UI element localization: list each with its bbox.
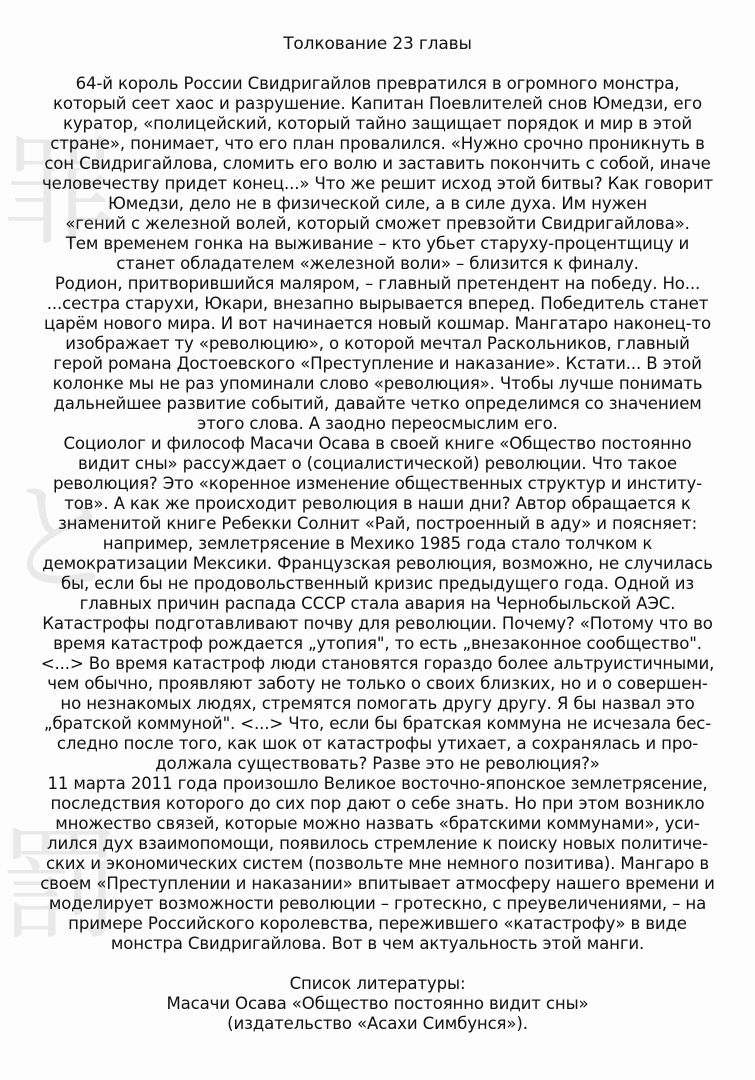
text-line: куратор, «полицейский, который тайно защищает порядок и мир в этой xyxy=(63,114,692,133)
references-heading: Список литературы: xyxy=(289,974,466,993)
text-line: стране», понимает, что его план провалился. «Нужно срочно проникнуть в xyxy=(50,134,705,153)
text-line: царём нового мира. И вот начинается новый кошмар. Мангатаро наконец-то xyxy=(43,314,711,333)
spacer xyxy=(12,954,743,974)
page-title: Толкование 23 главы xyxy=(283,34,472,54)
text-line: станет обладателем «железной воли» – близится к финалу. xyxy=(116,254,639,273)
text-line: Юмедзи, дело не в физической силе, а в силе духа. Им нужен xyxy=(107,194,648,213)
text-line: который сеет хаос и разрушение. Капитан Поевлителей снов Юмедзи, его xyxy=(52,94,703,113)
text-line: бы, если бы не продовольственный кризис предыдущего года. Одной из xyxy=(60,574,695,593)
text-line: главных причин распада СССР стала авария на Чернобыльской АЭС. xyxy=(79,594,676,613)
text-line: множество связей, которые можно назвать «братскими коммунами», уси- xyxy=(55,814,700,833)
reference-item: Масачи Осава «Общество постоянно видит сны» xyxy=(166,994,589,1013)
text-line: чем обычно, проявляют заботу не только о своих близких, но и о совершен- xyxy=(47,674,708,693)
text-line: время катастроф рождается „утопия", то есть „внезаконное сообщество". xyxy=(53,634,702,653)
references xyxy=(12,974,743,1034)
text-line: колонке мы не раз упоминали слово «революция». Чтобы лучше понимать xyxy=(52,374,703,393)
text-line: примере Российского королевства, пережившего «катастрофу» в виде xyxy=(68,914,687,933)
text-line: <...> Во время катастроф люди становятся гораздо более альтруистичными, xyxy=(40,654,715,673)
text-line: Тем временем гонка на выживание – кто убьет старуху-процентщицу и xyxy=(65,234,690,253)
text-line: тов». А как же происходит революция в наши дни? Автор обращается к xyxy=(64,494,691,513)
text-line: Катастрофы подготавливают почву для революции. Почему? «Потому что во xyxy=(42,614,713,633)
text-line: лился дух взаимопомощи, появилось стремление к поиску новых политиче- xyxy=(47,834,708,853)
text-line: герой романа Достоевского «Преступление и наказание». Кстати... В этой xyxy=(53,354,702,373)
text-line: 64-й король России Свидригайлов превратился в огромного монстра, xyxy=(75,74,680,93)
text-line: ских и экономических систем (позвольте мне немного позитива). Мангаро в xyxy=(45,854,710,873)
reference-item: (издательство «Асахи Симбунся»). xyxy=(227,1014,528,1033)
article-body xyxy=(12,74,743,954)
text-line: демократизации Мексики. Французская революция, возможно, не случилась xyxy=(42,554,713,573)
text-line: революция? Это «коренное изменение общественных структур и институ- xyxy=(52,474,703,493)
text-line: но незнакомых людях, стремятся помогать другу другу. Я бы назвал это xyxy=(60,694,695,713)
text-line: дальнейшее развитие событий, давайте четко определимся со значением xyxy=(53,394,702,413)
text-line: сон Свидригайлова, сломить его волю и заставить покончить с собой, иначе xyxy=(44,154,711,173)
article xyxy=(12,34,743,1034)
text-line: изображает ту «революцию», о которой мечтал Раскольников, главный xyxy=(65,334,690,353)
text-line: «гений с железной волей, который сможет превзойти Свидригайлова». xyxy=(65,214,690,233)
watermark-glyph: と xyxy=(0,469,120,609)
text-line: своем «Преступлении и наказании» впитывает атмосферу нашего времени и xyxy=(40,874,715,893)
text-line: должала существовать? Разве это не революция?» xyxy=(155,754,600,773)
text-line: моделирует возможности революции – гротескно, с преувеличениями, – на xyxy=(48,894,707,913)
watermark-glyph: 罰 xyxy=(0,816,120,956)
text-line: монстра Свидригайлова. Вот в чем актуальность этой манги. xyxy=(110,934,645,953)
text-line: Социолог и философ Масачи Осава в своей книге «Общество постоянно xyxy=(63,434,692,453)
text-line: человечеству придет конец...» Что же решит исход этой битвы? Как говорит xyxy=(41,174,714,193)
text-line: ...сестра старухи, Юкари, внезапно вырывается вперед. Победитель станет xyxy=(46,294,709,313)
text-line: например, землетрясение в Мехико 1985 года стало толчком к xyxy=(102,534,653,553)
watermark-glyph: 罪 xyxy=(0,123,120,263)
text-line: видит сны» рассуждает о (социалистической) революции. Что такое xyxy=(78,454,677,473)
text-line: Родион, притворившийся маляром, – главный претендент на победу. Но... xyxy=(54,274,701,293)
text-line: знаменитой книге Ребекки Солнит «Рай, построенный в аду» и поясняет: xyxy=(57,514,698,533)
text-line: следно после того, как шок от катастрофы утихает, а сохранялась и про- xyxy=(56,734,699,753)
text-line: этого слова. А заодно переосмыслим его. xyxy=(197,414,558,433)
text-line: 11 марта 2011 года произошло Великое восточно-японское землетрясение, xyxy=(47,774,708,793)
text-line: „братской коммуной". <...> Что, если бы братская коммуна не исчезала бес- xyxy=(43,714,712,733)
text-line: последствия которого до сих пор дают о себе знать. Но при этом возникло xyxy=(50,794,705,813)
